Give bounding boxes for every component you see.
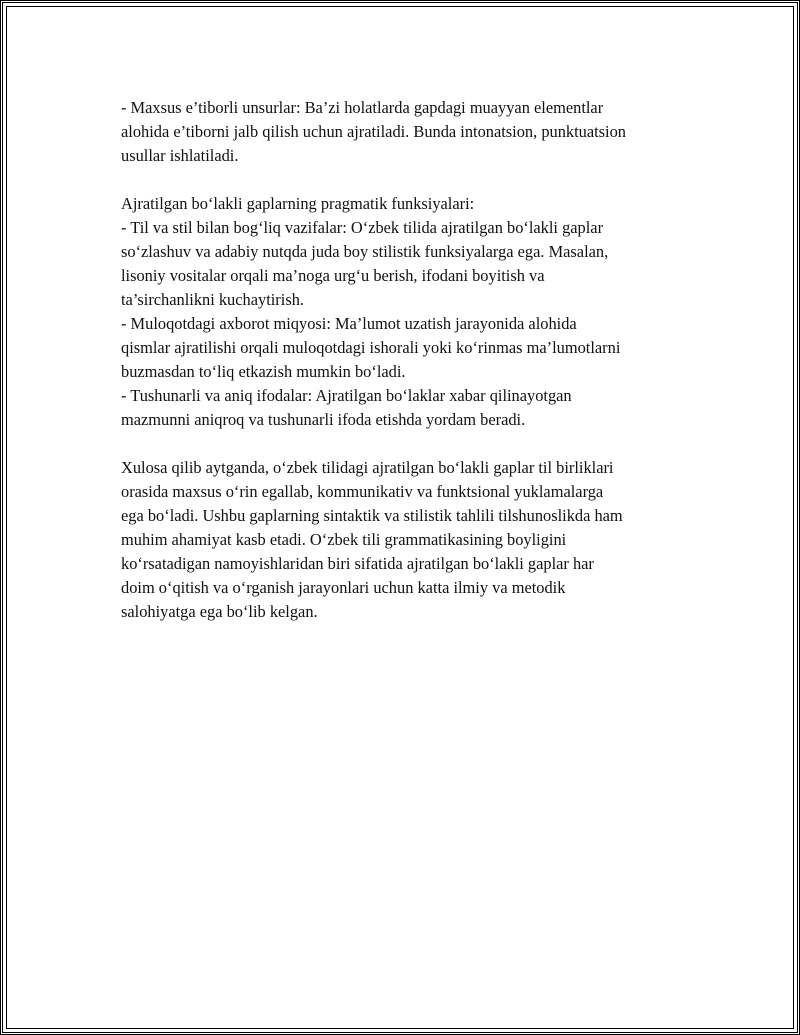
text-line: ko‘rsatadigan namoyishlaridan biri sifatida ajratilgan bo‘lakli gaplar har [121,554,594,573]
text-line: alohida e’tiborni jalb qilish uchun ajratiladi. Bunda intonatsion, punktuatsion [121,122,626,141]
text-line: so‘zlashuv va adabiy nutqda juda boy stilistik funksiyalarga ega. Masalan, [121,242,609,261]
text-line: usullar ishlatiladi. [121,146,239,165]
paragraph-spacer [121,432,701,456]
list-item-style-functions [121,216,701,312]
text-line: ega bo‘ladi. Ushbu gaplarning sintaktik va stilistik tahlili tilshunoslikda ham [121,506,623,525]
text-line: doim o‘qitish va o‘rganish jarayonlari uchun katta ilmiy va metodik [121,578,566,597]
text-line: - Tushunarli va aniq ifodalar: Ajratilgan bo‘laklar xabar qilinayotgan [121,386,572,405]
section-heading: Ajratilgan bo‘lakli gaplarning pragmatik funksiyalari: [121,194,475,213]
text-line: - Maxsus e’tiborli unsurlar: Ba’zi holatlarda gapdagi muayyan elementlar [121,98,604,117]
paragraph-spacer [121,168,701,192]
text-line: salohiyatga ega bo‘lib kelgan. [121,602,318,621]
document-body [121,96,701,624]
text-line: qismlar ajratilishi orqali muloqotdagi ishorali yoki ko‘rinmas ma’lumotlarni [121,338,621,357]
text-line: - Til va stil bilan bog‘liq vazifalar: O‘zbek tilida ajratilgan bo‘lakli gaplar [121,218,604,237]
list-item-information-scope [121,312,701,384]
paragraph-conclusion [121,456,701,624]
section-pragmatic-functions [121,192,701,432]
text-line: orasida maxsus o‘rin egallab, kommunikativ va funktsional yuklamalarga [121,482,604,501]
text-line: mazmunni aniqroq va tushunarli ifoda etishda yordam beradi. [121,410,526,429]
paragraph-special-elements [121,96,701,168]
list-item-clear-expressions [121,384,701,432]
text-line: muhim ahamiyat kasb etadi. O‘zbek tili grammatikasining boyligini [121,530,567,549]
text-line: ta’sirchanlikni kuchaytirish. [121,290,304,309]
text-line: buzmasdan to‘liq etkazish mumkin bo‘ladi. [121,362,406,381]
text-line: lisoniy vositalar orqali ma’noga urg‘u berish, ifodani boyitish va [121,266,545,285]
text-line: - Muloqotdagi axborot miqyosi: Ma’lumot uzatish jarayonida alohida [121,314,577,333]
text-line: Xulosa qilib aytganda, o‘zbek tilidagi ajratilgan bo‘lakli gaplar til birliklari [121,458,614,477]
